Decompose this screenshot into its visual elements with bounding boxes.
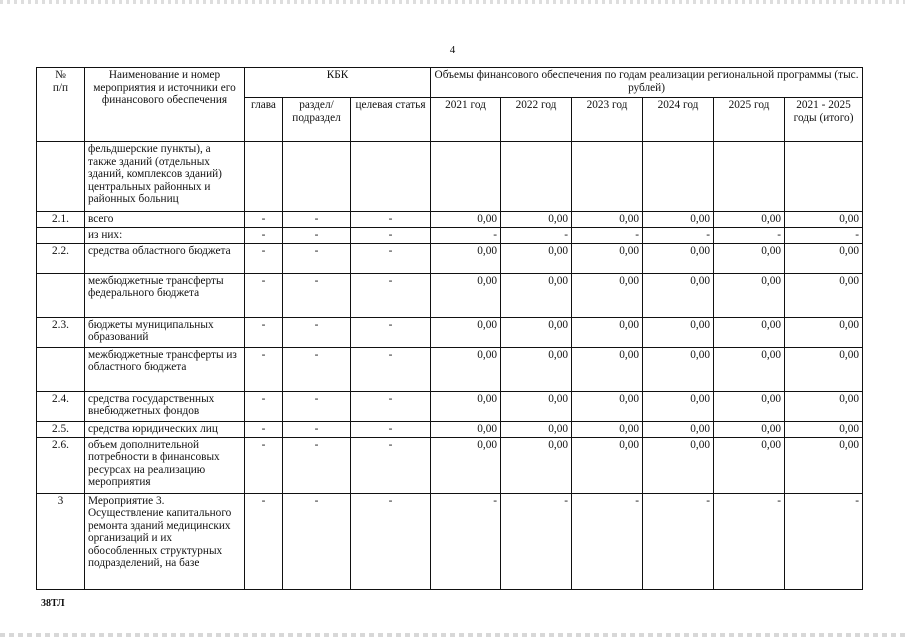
row-number: 2.4. [37,391,85,421]
value-total [785,142,863,212]
value-total: 0,00 [785,212,863,228]
value-year: - [572,493,643,589]
value-total: 0,00 [785,243,863,273]
kbk-celevaya [351,142,431,212]
value-year: 0,00 [572,347,643,391]
page-number: 4 [449,44,456,56]
value-year: 0,00 [714,347,785,391]
header-year: 2023 год [572,98,643,142]
table-row [37,317,863,347]
value-year: 0,00 [431,437,501,493]
row-name: межбюджетные трансферты из областного бюджета [85,347,245,391]
header-celevaya: целевая статья [351,98,431,142]
value-year: - [431,228,501,244]
table-row [37,212,863,228]
value-year: 0,00 [501,243,572,273]
value-year: - [714,228,785,244]
header-glava: глава [245,98,283,142]
value-year: 0,00 [643,273,714,317]
value-year: 0,00 [431,243,501,273]
kbk-razdel: - [283,421,351,437]
value-year: 0,00 [501,212,572,228]
table-row [37,228,863,244]
row-name: межбюджетные трансферты федерального бюджета [85,273,245,317]
value-year: 0,00 [643,421,714,437]
header-num: № п/п [37,68,85,142]
row-number: 2.1. [37,212,85,228]
value-year: 0,00 [714,273,785,317]
row-number: 2.5. [37,421,85,437]
kbk-razdel: - [283,347,351,391]
value-year: 0,00 [572,273,643,317]
kbk-glava: - [245,317,283,347]
value-year: - [714,493,785,589]
row-number [37,347,85,391]
kbk-razdel: - [283,228,351,244]
header-kbk: КБК [245,68,431,98]
value-year: 0,00 [431,391,501,421]
value-year: 0,00 [501,317,572,347]
value-year: 0,00 [572,391,643,421]
header-year: 2025 год [714,98,785,142]
table-row [37,493,863,589]
kbk-celevaya: - [351,317,431,347]
kbk-celevaya: - [351,437,431,493]
row-name: бюджеты муниципальных образований [85,317,245,347]
header-name: Наименование и номер мероприятия и источники его финансового обеспечения [85,68,245,142]
value-year: 0,00 [643,391,714,421]
kbk-razdel: - [283,212,351,228]
value-total: - [785,493,863,589]
row-number: 2.6. [37,437,85,493]
value-year: - [431,493,501,589]
header-year: 2021 год [431,98,501,142]
kbk-glava: - [245,493,283,589]
row-number [37,273,85,317]
value-year [714,142,785,212]
kbk-celevaya: - [351,212,431,228]
kbk-glava [245,142,283,212]
row-name: средства областного бюджета [85,243,245,273]
value-year: 0,00 [643,243,714,273]
value-year: 0,00 [714,212,785,228]
value-total: - [785,228,863,244]
table-row [37,347,863,391]
value-year: - [643,228,714,244]
table-row [37,273,863,317]
kbk-razdel [283,142,351,212]
kbk-celevaya: - [351,347,431,391]
value-year: 0,00 [501,421,572,437]
value-year: 0,00 [431,347,501,391]
value-year: 0,00 [501,273,572,317]
value-year [431,142,501,212]
kbk-glava: - [245,421,283,437]
value-year: 0,00 [431,212,501,228]
kbk-celevaya: - [351,243,431,273]
row-name: объем дополнительной потребности в финансовых ресурсах на реализацию мероприятия [85,437,245,493]
row-name: средства юридических лиц [85,421,245,437]
kbk-razdel: - [283,273,351,317]
kbk-celevaya: - [351,493,431,589]
kbk-glava: - [245,212,283,228]
value-year: 0,00 [572,437,643,493]
value-year: 0,00 [501,391,572,421]
value-year: 0,00 [572,243,643,273]
value-year: 0,00 [714,437,785,493]
value-year: 0,00 [643,317,714,347]
value-year: 0,00 [643,212,714,228]
header-year: 2022 год [501,98,572,142]
value-year: 0,00 [501,347,572,391]
row-number: 3 [37,493,85,589]
table-row [37,243,863,273]
table-body [37,142,863,590]
value-total: 0,00 [785,347,863,391]
row-number: 2.3. [37,317,85,347]
value-year: - [643,493,714,589]
header-volumes: Объемы финансового обеспечения по годам реализации региональной программы (тыс. рублей) [431,68,863,98]
header-razdel: раздел/ подраздел [283,98,351,142]
value-year: 0,00 [643,437,714,493]
value-year [501,142,572,212]
row-name: Мероприятие 3. Осуществление капитального ремонта зданий медицинских организаций и их обособленных структурных подразделений, на базе [85,493,245,589]
table-row [37,142,863,212]
header-year-total: 2021 - 2025 годы (итого) [785,98,863,142]
value-year: - [501,228,572,244]
value-total: 0,00 [785,317,863,347]
kbk-glava: - [245,391,283,421]
kbk-razdel: - [283,437,351,493]
value-year: 0,00 [714,317,785,347]
value-year: - [572,228,643,244]
kbk-razdel: - [283,493,351,589]
value-total: 0,00 [785,437,863,493]
kbk-glava: - [245,273,283,317]
footer-code: 38ТЛ [41,598,65,609]
financing-table [36,67,863,590]
scan-edge-bottom [0,633,905,637]
value-year: 0,00 [572,212,643,228]
table-row [37,391,863,421]
value-year: 0,00 [431,317,501,347]
kbk-razdel: - [283,391,351,421]
value-total: 0,00 [785,391,863,421]
value-year: 0,00 [501,437,572,493]
kbk-celevaya: - [351,421,431,437]
value-year [572,142,643,212]
row-name: всего [85,212,245,228]
kbk-glava: - [245,228,283,244]
row-number [37,228,85,244]
value-year [643,142,714,212]
value-year: - [501,493,572,589]
kbk-celevaya: - [351,228,431,244]
value-year: 0,00 [431,421,501,437]
kbk-glava: - [245,437,283,493]
row-name: фельдшерские пункты), а также зданий (отдельных зданий, комплексов зданий) центральных районных и районных больниц [85,142,245,212]
value-total: 0,00 [785,273,863,317]
kbk-glava: - [245,347,283,391]
value-year: 0,00 [572,317,643,347]
value-year: 0,00 [714,391,785,421]
kbk-celevaya: - [351,273,431,317]
kbk-razdel: - [283,243,351,273]
value-year: 0,00 [572,421,643,437]
row-name: средства государственных внебюджетных фондов [85,391,245,421]
header-year: 2024 год [643,98,714,142]
kbk-razdel: - [283,317,351,347]
table-row [37,421,863,437]
kbk-celevaya: - [351,391,431,421]
row-number: 2.2. [37,243,85,273]
scan-edge-top [0,0,905,4]
table-header [37,68,863,142]
value-total: 0,00 [785,421,863,437]
kbk-glava: - [245,243,283,273]
value-year: 0,00 [643,347,714,391]
value-year: 0,00 [714,421,785,437]
value-year: 0,00 [431,273,501,317]
table-row [37,437,863,493]
value-year: 0,00 [714,243,785,273]
row-number [37,142,85,212]
row-name: из них: [85,228,245,244]
